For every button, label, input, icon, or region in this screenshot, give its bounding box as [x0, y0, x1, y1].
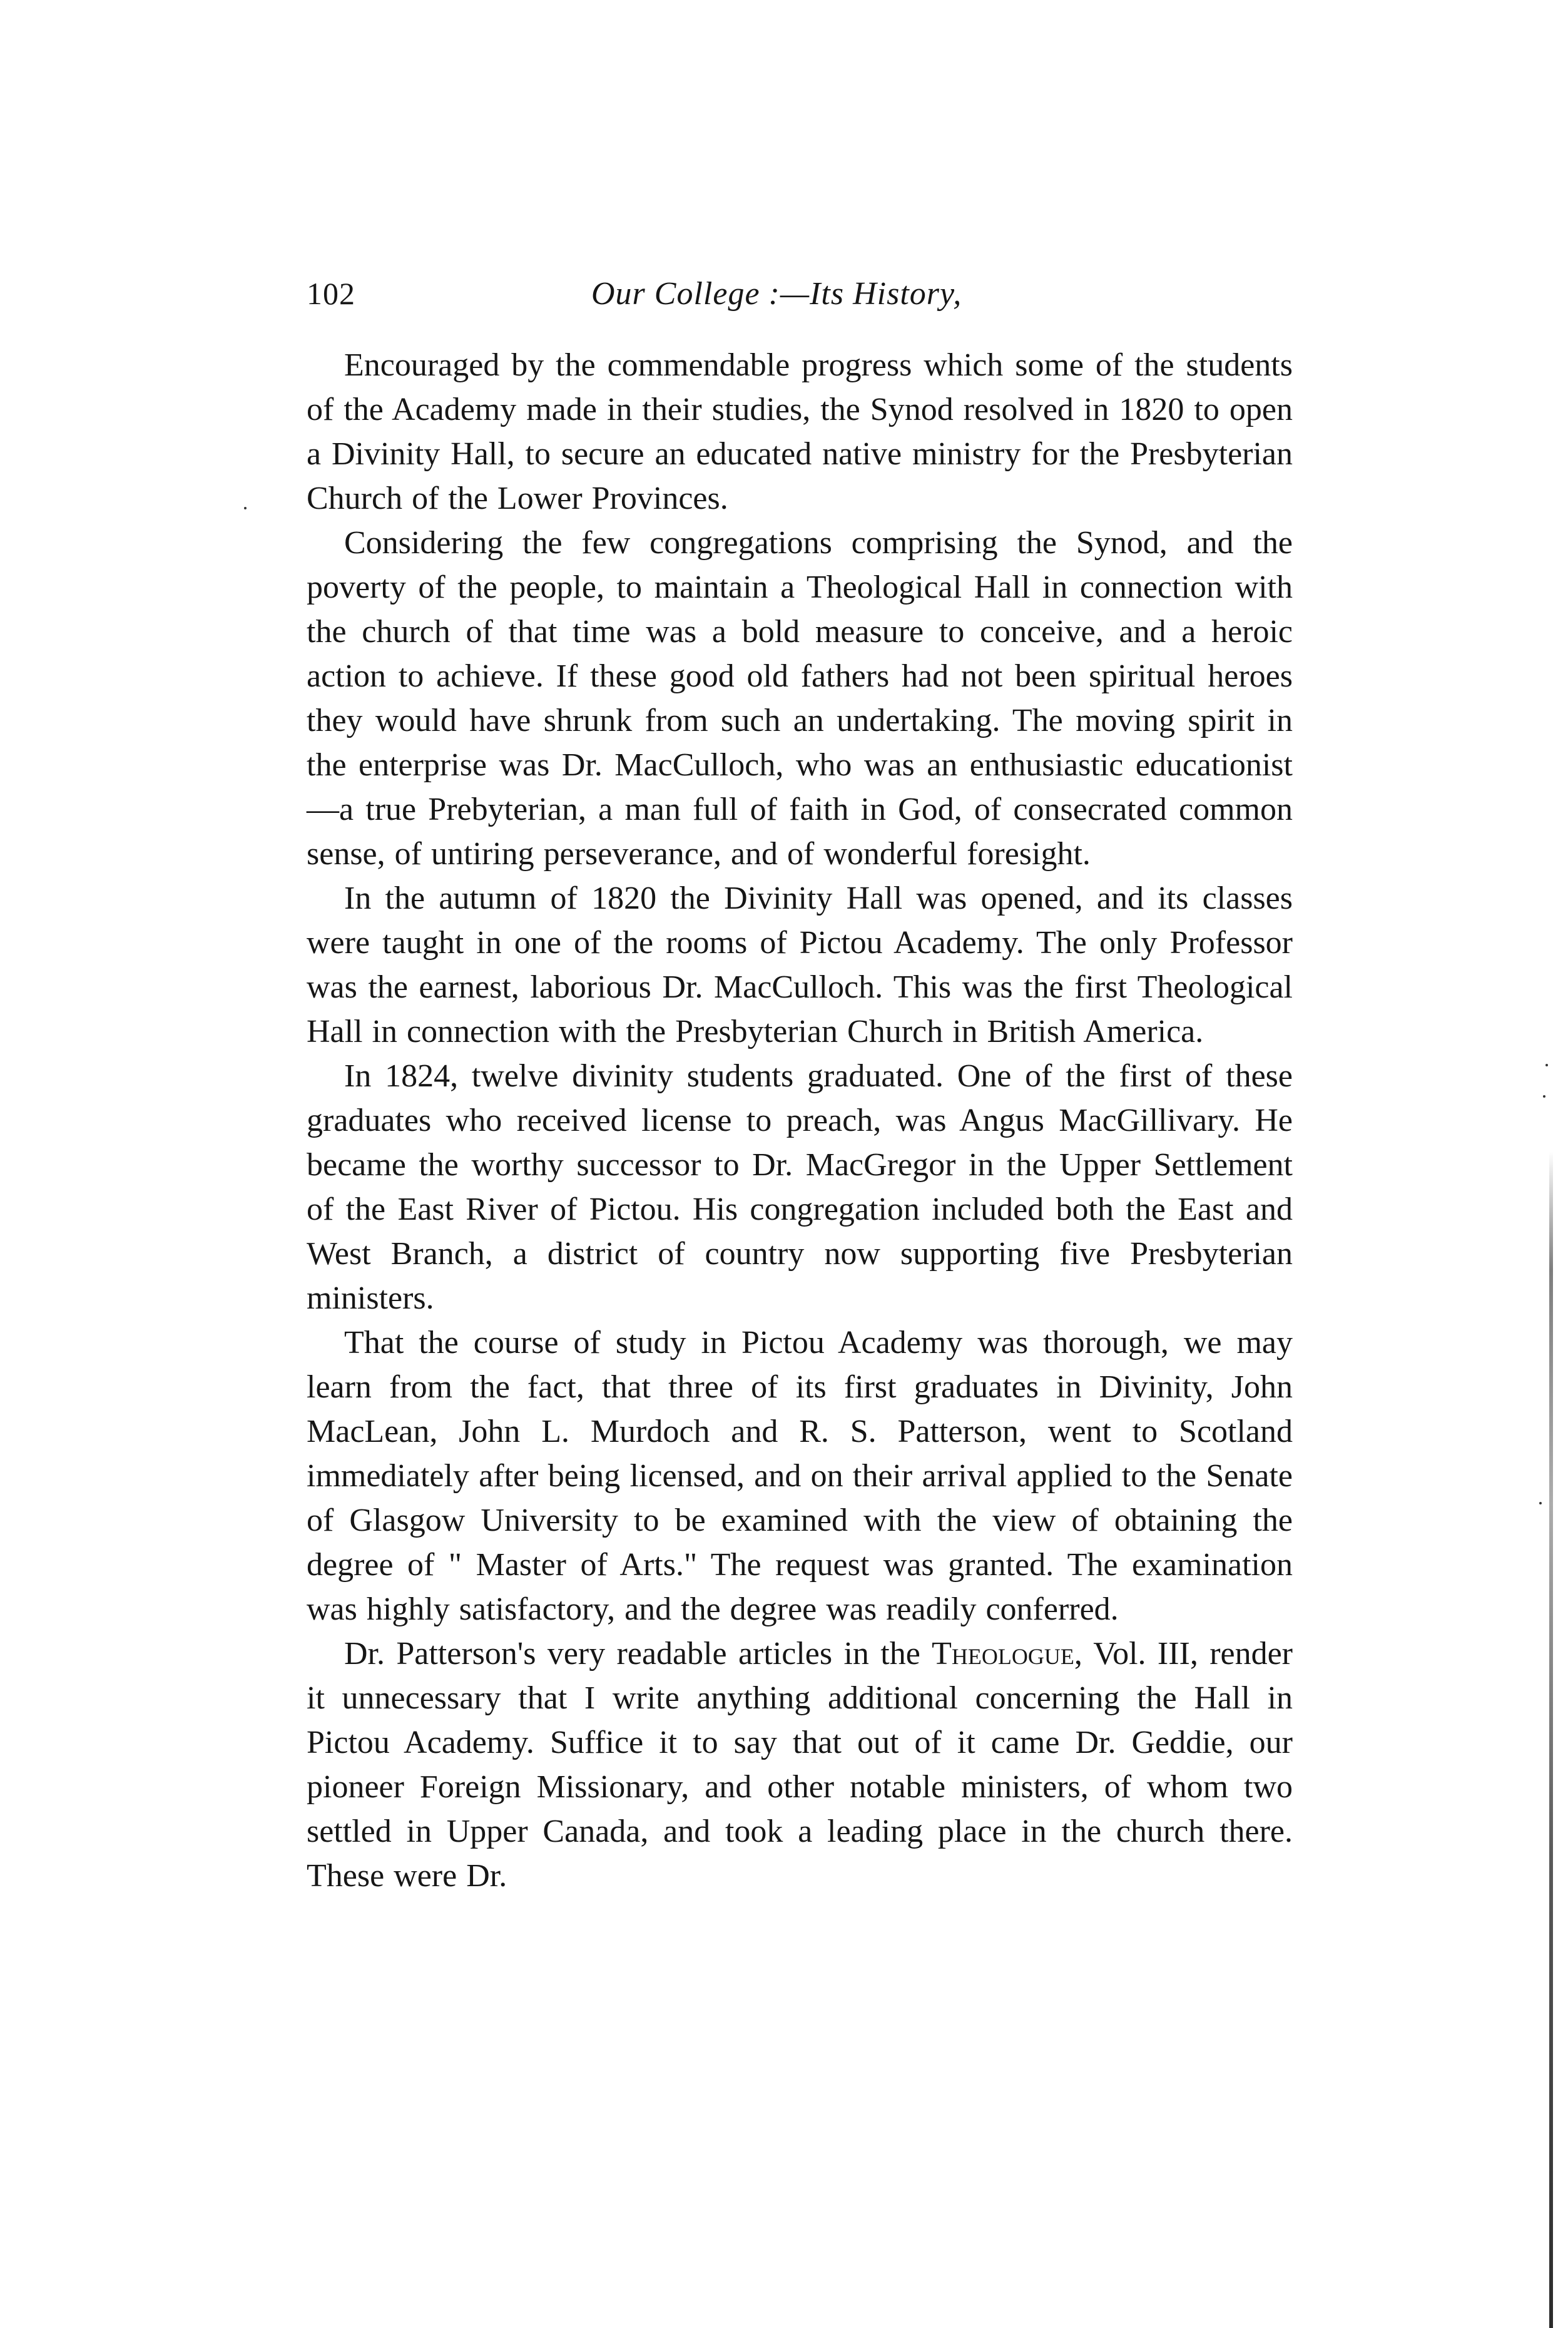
page-edge-speck [1543, 1095, 1545, 1098]
page-edge-shadow [1549, 1151, 1553, 2328]
page-edge-speck [1545, 1064, 1548, 1066]
paragraph-text-before: Dr. Patterson's very readable articles in the [344, 1636, 932, 1672]
paragraph-1824-graduates: In 1824, twelve divinity students graduated. One of the first of these graduates who received license to preach, was Angus MacGillivary. He became the worthy successor to Dr. MacGregor in the Upper Settlement of the East River of Pictou. His congregation included both the East and West Branch, a district of country now supporting five Presbyterian ministers. [307, 1058, 1293, 1316]
paragraph-text-after: , Vol. III, render it unnecessary that I write anything additional concerning the Hall in Pictou Academy. Suffice it to say that out of it came Dr. Geddie, our pioneer Foreign Missionary, and other notable ministers, of whom two settled in Upper Canada, and took a leading place in the church there. These were Dr. [307, 1636, 1293, 1894]
running-head: Our College :—Its History, [591, 276, 962, 312]
theologue-title: Theologue [932, 1636, 1074, 1672]
paragraph-patterson-articles [307, 1631, 1293, 1898]
paragraph-considering-congregations: Considering the few congregations comprising the Synod, and the poverty of the people, to maintain a Theological Hall in connection with the church of that time was a bold measure to conceive, and a heroic action to achieve. If these good old fathers had not been spiritual heroes they would have shrunk from such an undertaking. The moving spirit in the enterprise was Dr. MacCulloch, who was an enthusiastic educationist—a true Prebyterian, a man full of faith in God, of consecrated common sense, of untiring perseverance, and of wonderful foresight. [307, 525, 1293, 872]
paragraph-divinity-hall-resolution: Encouraged by the commendable progress which some of the students of the Academy made in their studies, the Synod resolved in 1820 to open a Divinity Hall, to secure an educated native ministry for the Presbyterian Church of the Lower Provinces. [307, 347, 1293, 516]
margin-speck [244, 507, 247, 509]
page-number: 102 [307, 276, 355, 311]
body-text [307, 343, 1293, 1898]
paragraph-course-of-study: That the course of study in Pictou Academy was thorough, we may learn from the fact, that three of its first graduates in Divinity, John MacLean, John L. Murdoch and R. S. Patterson, went to Scotland immediately after being licensed, and on their arrival applied to the Senate of Glasgow University to be examined with the view of obtaining the degree of " Master of Arts." The request was granted. The examination was highly satisfactory, and the degree was readily conferred. [307, 1325, 1293, 1627]
page-header [307, 275, 1308, 325]
paragraph-autumn-1820: In the autumn of 1820 the Divinity Hall was opened, and its classes were taught in one of the rooms of Pictou Academy. The only Professor was the earnest, laborious Dr. MacCulloch. This was the first Theological Hall in connection with the Presbyterian Church in British America. [307, 881, 1293, 1049]
page-edge-speck [1539, 1502, 1542, 1504]
